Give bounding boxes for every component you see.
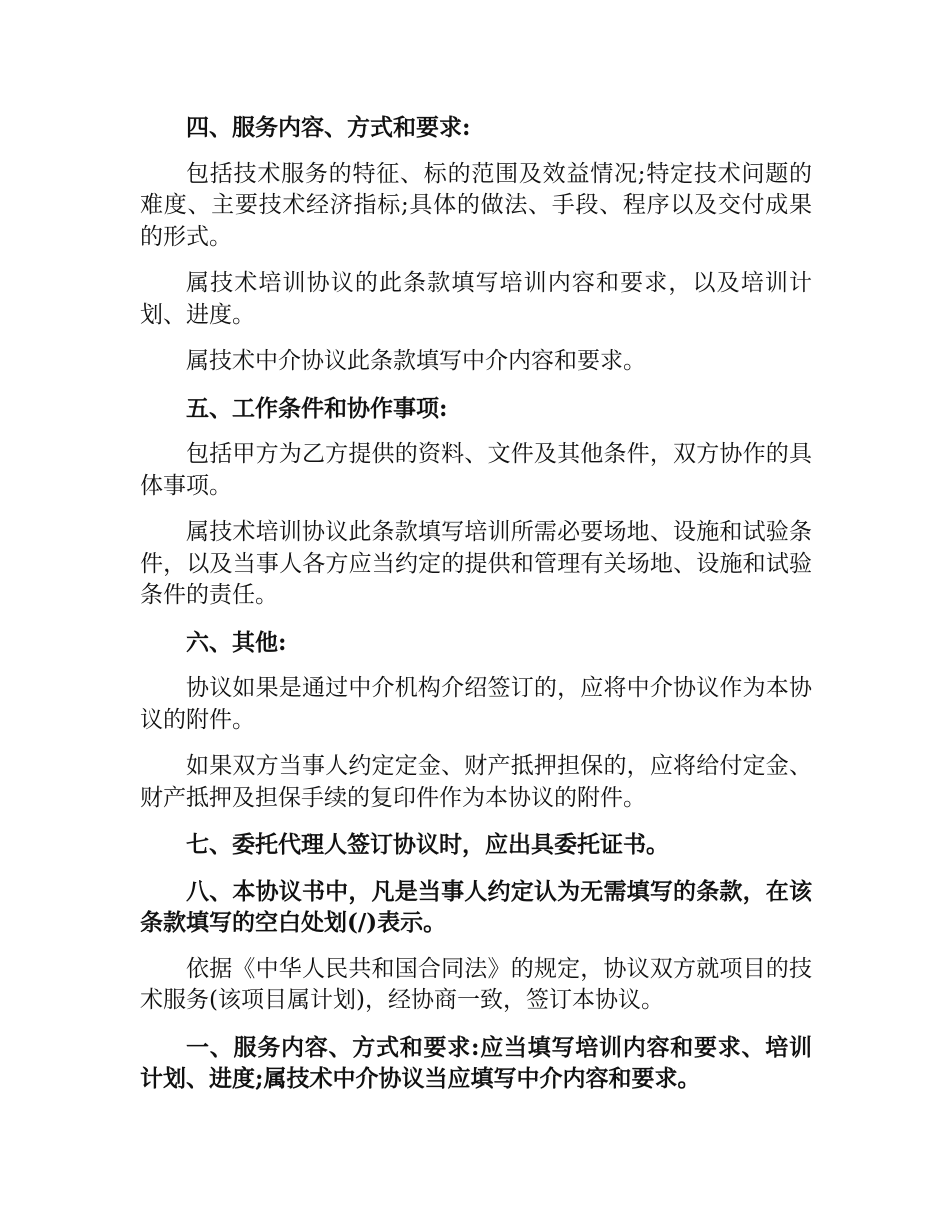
section-heading-work-conditions: 五、工作条件和协作事项: (186, 394, 448, 422)
paragraph-intermediary-attachment: 协议如果是通过中介机构介绍签订的，应将中介协议作为本协议的附件。 (140, 675, 812, 733)
paragraph-deposit-attachment: 如果双方当事人约定定金、财产抵押担保的，应将给付定金、财产抵押及担保手续的复印件作为本协议的附件。 (140, 753, 812, 811)
section-heading-proxy: 七、委托代理人签订协议时，应出具委托证书。 (186, 831, 669, 858)
section-heading-blank-clauses: 八、本协议书中，凡是当事人约定认为无需填写的条款，在该条款填写的空白处划(/)表示。 (140, 877, 812, 936)
paragraph-provided-materials: 包括甲方为乙方提供的资料、文件及其他条件，双方协作的具体事项。 (140, 441, 812, 499)
section-heading-other: 六、其他: (186, 628, 287, 656)
section-heading-service-requirements: 一、服务内容、方式和要求:应当填写培训内容和要求、培训计划、进度;属技术中介协议当应填写中介内容和要求。 (140, 1033, 812, 1092)
paragraph-service-scope: 包括技术服务的特征、标的范围及效益情况;特定技术问题的难度、主要技术经济指标;具体的做法、手段、程序以及交付成果的形式。 (140, 160, 812, 250)
paragraph-contract-basis: 依据《中华人民共和国合同法》的规定，协议双方就项目的技术服务(该项目属计划)，经协商一致，签订本协议。 (140, 955, 812, 1013)
paragraph-intermediary-content: 属技术中介协议此条款填写中介内容和要求。 (186, 348, 646, 374)
paragraph-training-content: 属技术培训协议的此条款填写培训内容和要求，以及培训计划、进度。 (140, 270, 812, 328)
paragraph-training-facilities: 属技术培训协议此条款填写培训所需必要场地、设施和试验条件，以及当事人各方应当约定的提供和管理有关场地、设施和试验条件的责任。 (140, 519, 812, 608)
section-heading-service-content: 四、服务内容、方式和要求: (186, 114, 471, 141)
document-page (140, 112, 812, 1110)
